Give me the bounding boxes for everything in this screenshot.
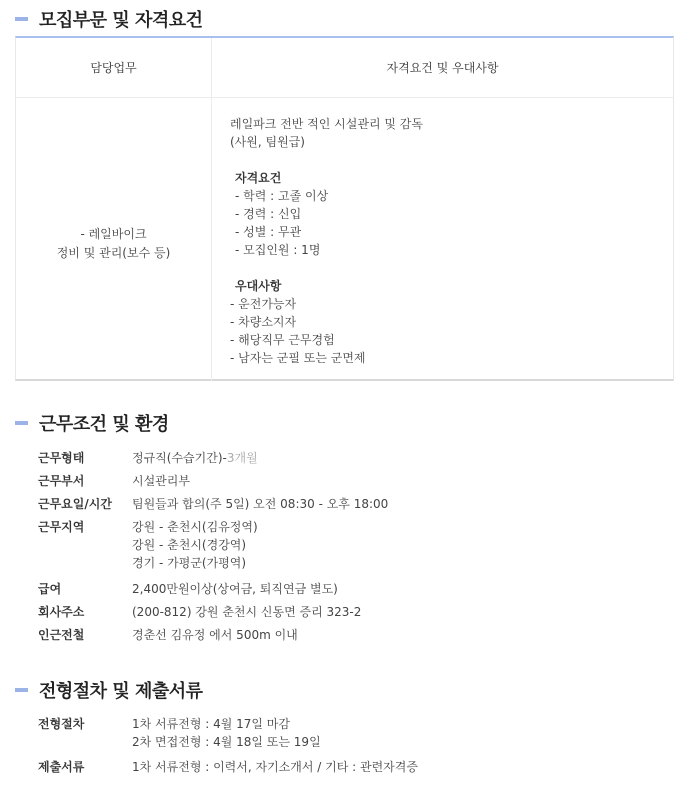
process-row-steps <box>38 715 418 751</box>
process-row-docs <box>38 758 418 776</box>
preference-item: - 차량소지자 <box>230 315 297 329</box>
condition-value: 시설관리부 <box>132 474 190 488</box>
conditions-list <box>38 449 388 644</box>
probation-period: 3개월 <box>226 451 258 465</box>
header-qualification: 자격요건 및 우대사항 <box>386 61 499 75</box>
section-title-text: 전형절차 및 제출서류 <box>39 681 203 702</box>
process-label: 제출서류 <box>38 760 85 774</box>
header-duty: 담당업무 <box>16 38 212 97</box>
process-list <box>38 715 418 776</box>
condition-row-area <box>38 518 388 572</box>
section-title-process <box>15 677 203 703</box>
condition-row-dept <box>38 472 388 490</box>
section-title-conditions <box>15 410 169 436</box>
qualification-title: 자격요건 <box>235 171 282 185</box>
preference-item: - 해당직무 근무경험 <box>230 333 335 347</box>
job-level: (사원, 팀원급) <box>230 135 305 149</box>
condition-label: 근무요일/시간 <box>38 497 112 511</box>
process-label: 전형절차 <box>38 717 85 731</box>
condition-row-type <box>38 449 388 467</box>
qualification-cell <box>212 98 673 381</box>
section-title-text: 모집부문 및 자격요건 <box>39 10 203 31</box>
condition-row-pay <box>38 580 388 598</box>
condition-label: 인근전철 <box>38 628 85 642</box>
preference-item: - 남자는 군필 또는 군면제 <box>230 351 366 365</box>
section-marker-icon <box>15 688 28 692</box>
qualification-item: - 경력 : 신입 <box>235 207 302 221</box>
condition-label: 근무부서 <box>38 474 85 488</box>
section-title-recruit <box>15 6 203 32</box>
condition-label: 근무형태 <box>38 451 85 465</box>
process-step: 2차 면접전형 : 4월 18일 또는 19일 <box>132 735 321 749</box>
area-item: 강원 - 춘천시(경강역) <box>132 538 247 552</box>
condition-value <box>132 518 258 572</box>
preference-item: - 운전가능자 <box>230 297 297 311</box>
condition-value: (200-812) 강원 춘천시 신동면 증리 323-2 <box>132 605 362 619</box>
qualification-item: - 모집인원 : 1명 <box>235 243 321 257</box>
condition-value: 경춘선 김유정 에서 500m 이내 <box>132 628 298 642</box>
area-item: 경기 - 가평군(가평역) <box>132 556 247 570</box>
condition-value: 2,400만원이상(상여금, 퇴직연금 별도) <box>132 582 338 596</box>
condition-label: 급여 <box>38 582 62 596</box>
process-value <box>132 715 321 751</box>
condition-value: 정규직(수습기간)-3개월 <box>132 451 258 465</box>
recruit-table <box>15 36 674 381</box>
section-marker-icon <box>15 17 28 21</box>
area-item: 강원 - 춘천시(김유정역) <box>132 520 258 534</box>
process-value: 1차 서류전형 : 이력서, 자기소개서 / 기타 : 관련자격증 <box>132 760 418 774</box>
condition-value: 팀원들과 합의(주 5일) 오전 08:30 - 오후 18:00 <box>132 497 389 511</box>
duty-cell <box>16 98 212 381</box>
section-title-text: 근무조건 및 환경 <box>39 414 169 435</box>
condition-row-subway <box>38 626 388 644</box>
job-description: 레일파크 전반 적인 시설관리 및 감독 <box>230 117 423 131</box>
section-marker-icon <box>15 421 28 425</box>
table-header-row <box>16 38 673 98</box>
process-step: 1차 서류전형 : 4월 17일 마감 <box>132 717 290 731</box>
duty-line: - 레일바이크 <box>80 226 147 241</box>
duty-line: 정비 및 관리(보수 등) <box>56 245 171 260</box>
table-row <box>16 98 673 381</box>
qualification-item: - 성별 : 무관 <box>235 225 302 239</box>
qualification-item: - 학력 : 고졸 이상 <box>235 189 329 203</box>
condition-label: 회사주소 <box>38 605 85 619</box>
condition-label: 근무지역 <box>38 520 85 534</box>
condition-row-address <box>38 603 388 621</box>
condition-row-time <box>38 495 388 513</box>
preference-title: 우대사항 <box>235 279 282 293</box>
